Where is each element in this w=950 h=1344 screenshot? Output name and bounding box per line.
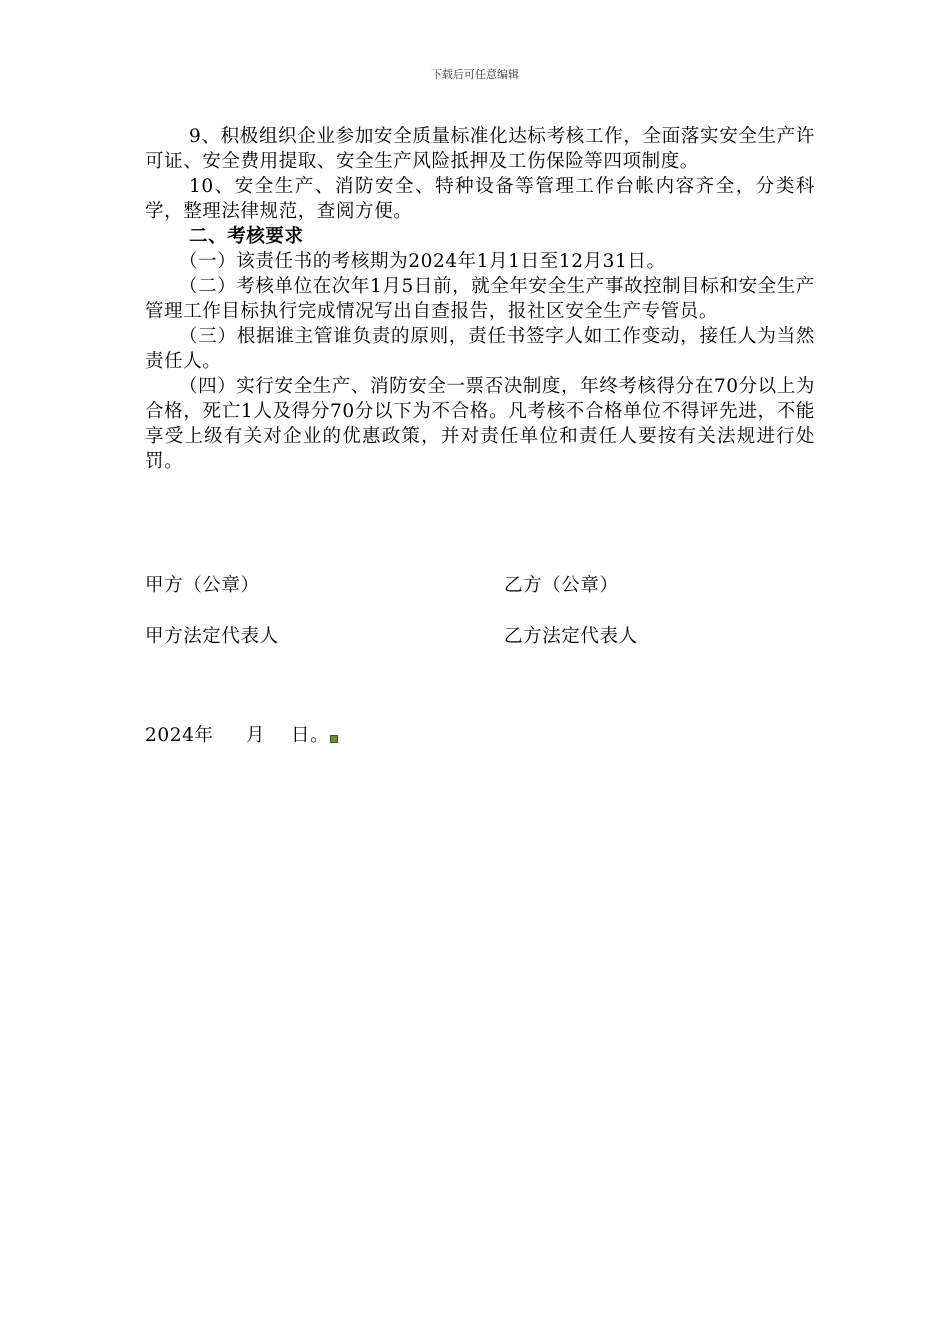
clause-9: 9、积极组织企业参加安全质量标准化达标考核工作，全面落实安全生产许可证、安全费用提取、安全生产风险抵押及工伤保险等四项制度。 xyxy=(145,126,815,172)
party-a-seal-label: 甲方（公章） xyxy=(145,575,260,596)
date-line xyxy=(145,721,338,747)
clause-10: 10、安全生产、消防安全、特种设备等管理工作台帐内容齐全，分类科学，整理法律规范，查阅方便。 xyxy=(145,176,815,222)
page-header-note: 下载后可任意编辑 xyxy=(431,68,519,81)
date-text: 2024年 月 日。 xyxy=(145,725,330,746)
requirement-4: （四）实行安全生产、消防安全一票否决制度，年终考核得分在70分以上为合格，死亡1人及得分70分以下为不合格。凡考核不合格单位不得评先进，不能享受上级有关对企业的优惠政策，并对责任单位和责任人要按有关法规进行处罚。 xyxy=(145,376,815,472)
party-a-rep-label: 甲方法定代表人 xyxy=(145,626,279,647)
party-b-seal-label: 乙方（公章） xyxy=(504,575,619,596)
requirement-3: （三）根据谁主管谁负责的原则，责任书签字人如工作变动，接任人为当然责任人。 xyxy=(145,326,815,372)
paragraph-mark-icon xyxy=(330,735,338,743)
party-b-rep-label: 乙方法定代表人 xyxy=(504,626,638,647)
document-body xyxy=(145,124,815,474)
representative-row xyxy=(145,622,815,648)
requirement-1: （一）该责任书的考核期为2024年1月1日至12月31日。 xyxy=(179,251,666,272)
requirement-2: （二）考核单位在次年1月5日前，就全年安全生产事故控制目标和安全生产管理工作目标执行完成情况写出自查报告，报社区安全生产专管员。 xyxy=(145,276,815,322)
seal-row xyxy=(145,571,815,597)
section-title-assessment: 二、考核要求 xyxy=(189,226,304,247)
